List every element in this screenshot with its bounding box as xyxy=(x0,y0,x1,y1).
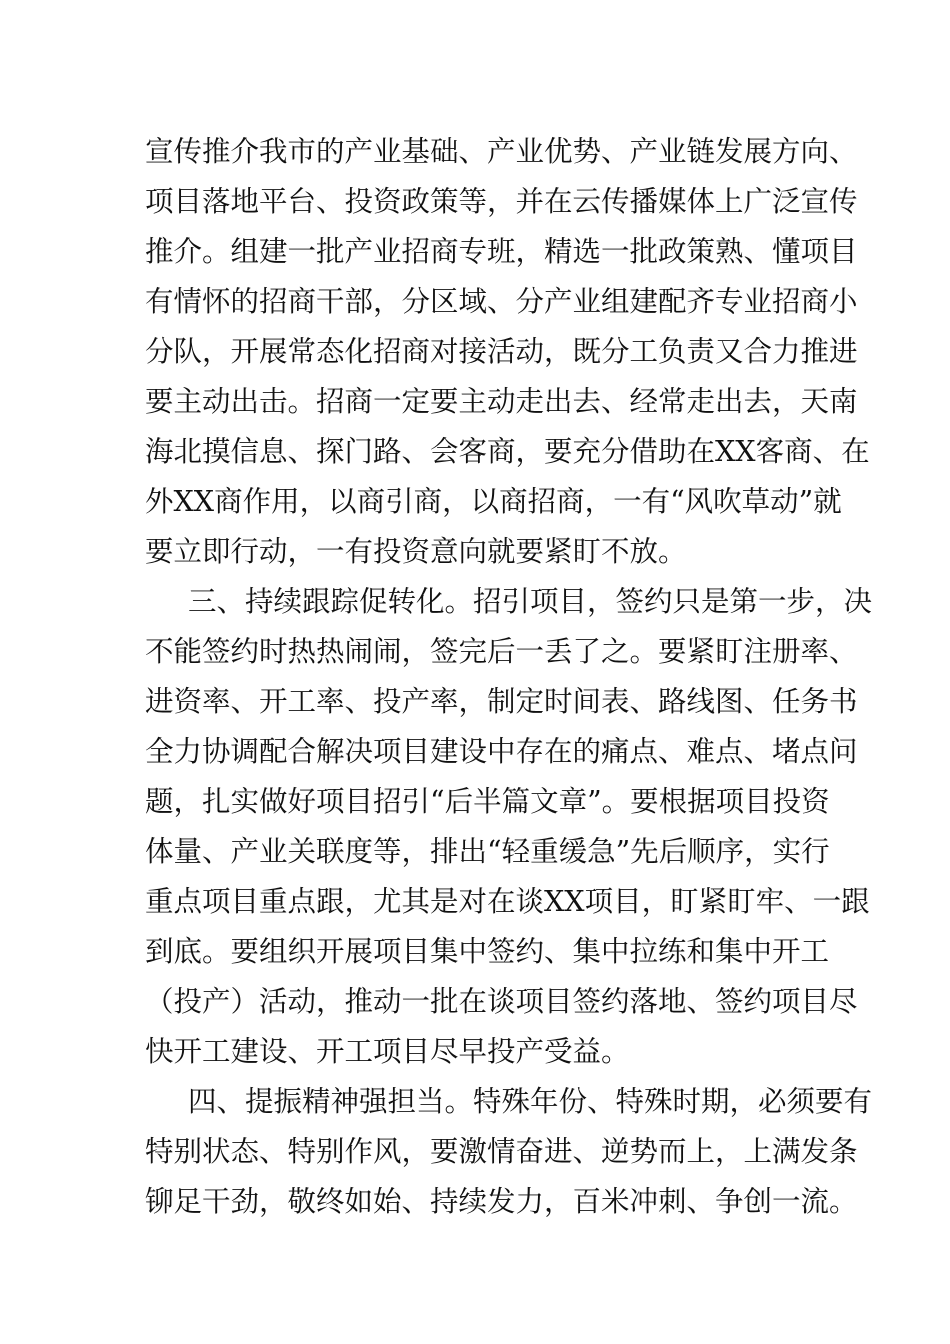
section-heading-line: 三、持续跟踪促转化。招引项目，签约只是第一步，决 xyxy=(188,585,873,618)
text-line: 特别状态、特别作风，要激情奋进、逆势而上，上满发条 xyxy=(145,1135,858,1168)
text-line: （投产）活动，推动一批在谈项目签约落地、签约项目尽 xyxy=(145,985,858,1018)
text-line: 铆足干劲，敬终如始、持续发力，百米冲刺、争创一流。 xyxy=(145,1185,858,1218)
text-line: 海北摸信息、探门路、会客商，要充分借助在XX客商、在 xyxy=(145,435,870,468)
text-line: 不能签约时热热闹闹，签完后一丢了之。要紧盯注册率、 xyxy=(145,635,858,668)
text-line: 题，扎实做好项目招引“后半篇文章”。要根据项目投资 xyxy=(145,785,830,818)
text-line: 要主动出击。招商一定要主动走出去、经常走出去，天南 xyxy=(145,385,858,418)
text-line: 快开工建设、开工项目尽早投产受益。 xyxy=(145,1035,630,1068)
section-heading-line: 四、提振精神强担当。特殊年份、特殊时期，必须要有 xyxy=(188,1085,873,1118)
text-line: 要立即行动，一有投资意向就要紧盯不放。 xyxy=(145,535,687,568)
text-line: 推介。组建一批产业招商专班，精选一批政策熟、懂项目 xyxy=(145,235,858,268)
text-line: 体量、产业关联度等，排出“轻重缓急”先后顺序，实行 xyxy=(145,835,830,868)
text-line: 外XX商作用，以商引商，以商招商，一有“风吹草动”就 xyxy=(145,485,842,518)
text-line: 进资率、开工率、投产率，制定时间表、路线图、任务书 xyxy=(145,685,858,718)
text-line: 项目落地平台、投资政策等，并在云传播媒体上广泛宣传 xyxy=(145,185,858,218)
text-line: 有情怀的招商干部，分区域、分产业组建配齐专业招商小 xyxy=(145,285,858,318)
text-line: 分队，开展常态化招商对接活动，既分工负责又合力推进 xyxy=(145,335,858,368)
text-line: 宣传推介我市的产业基础、产业优势、产业链发展方向、 xyxy=(145,135,858,168)
text-line: 到底。要组织开展项目集中签约、集中拉练和集中开工 xyxy=(145,935,830,968)
text-line: 重点项目重点跟，尤其是对在谈XX项目，盯紧盯牢、一跟 xyxy=(145,885,870,918)
text-line: 全力协调配合解决项目建设中存在的痛点、难点、堵点问 xyxy=(145,735,858,768)
